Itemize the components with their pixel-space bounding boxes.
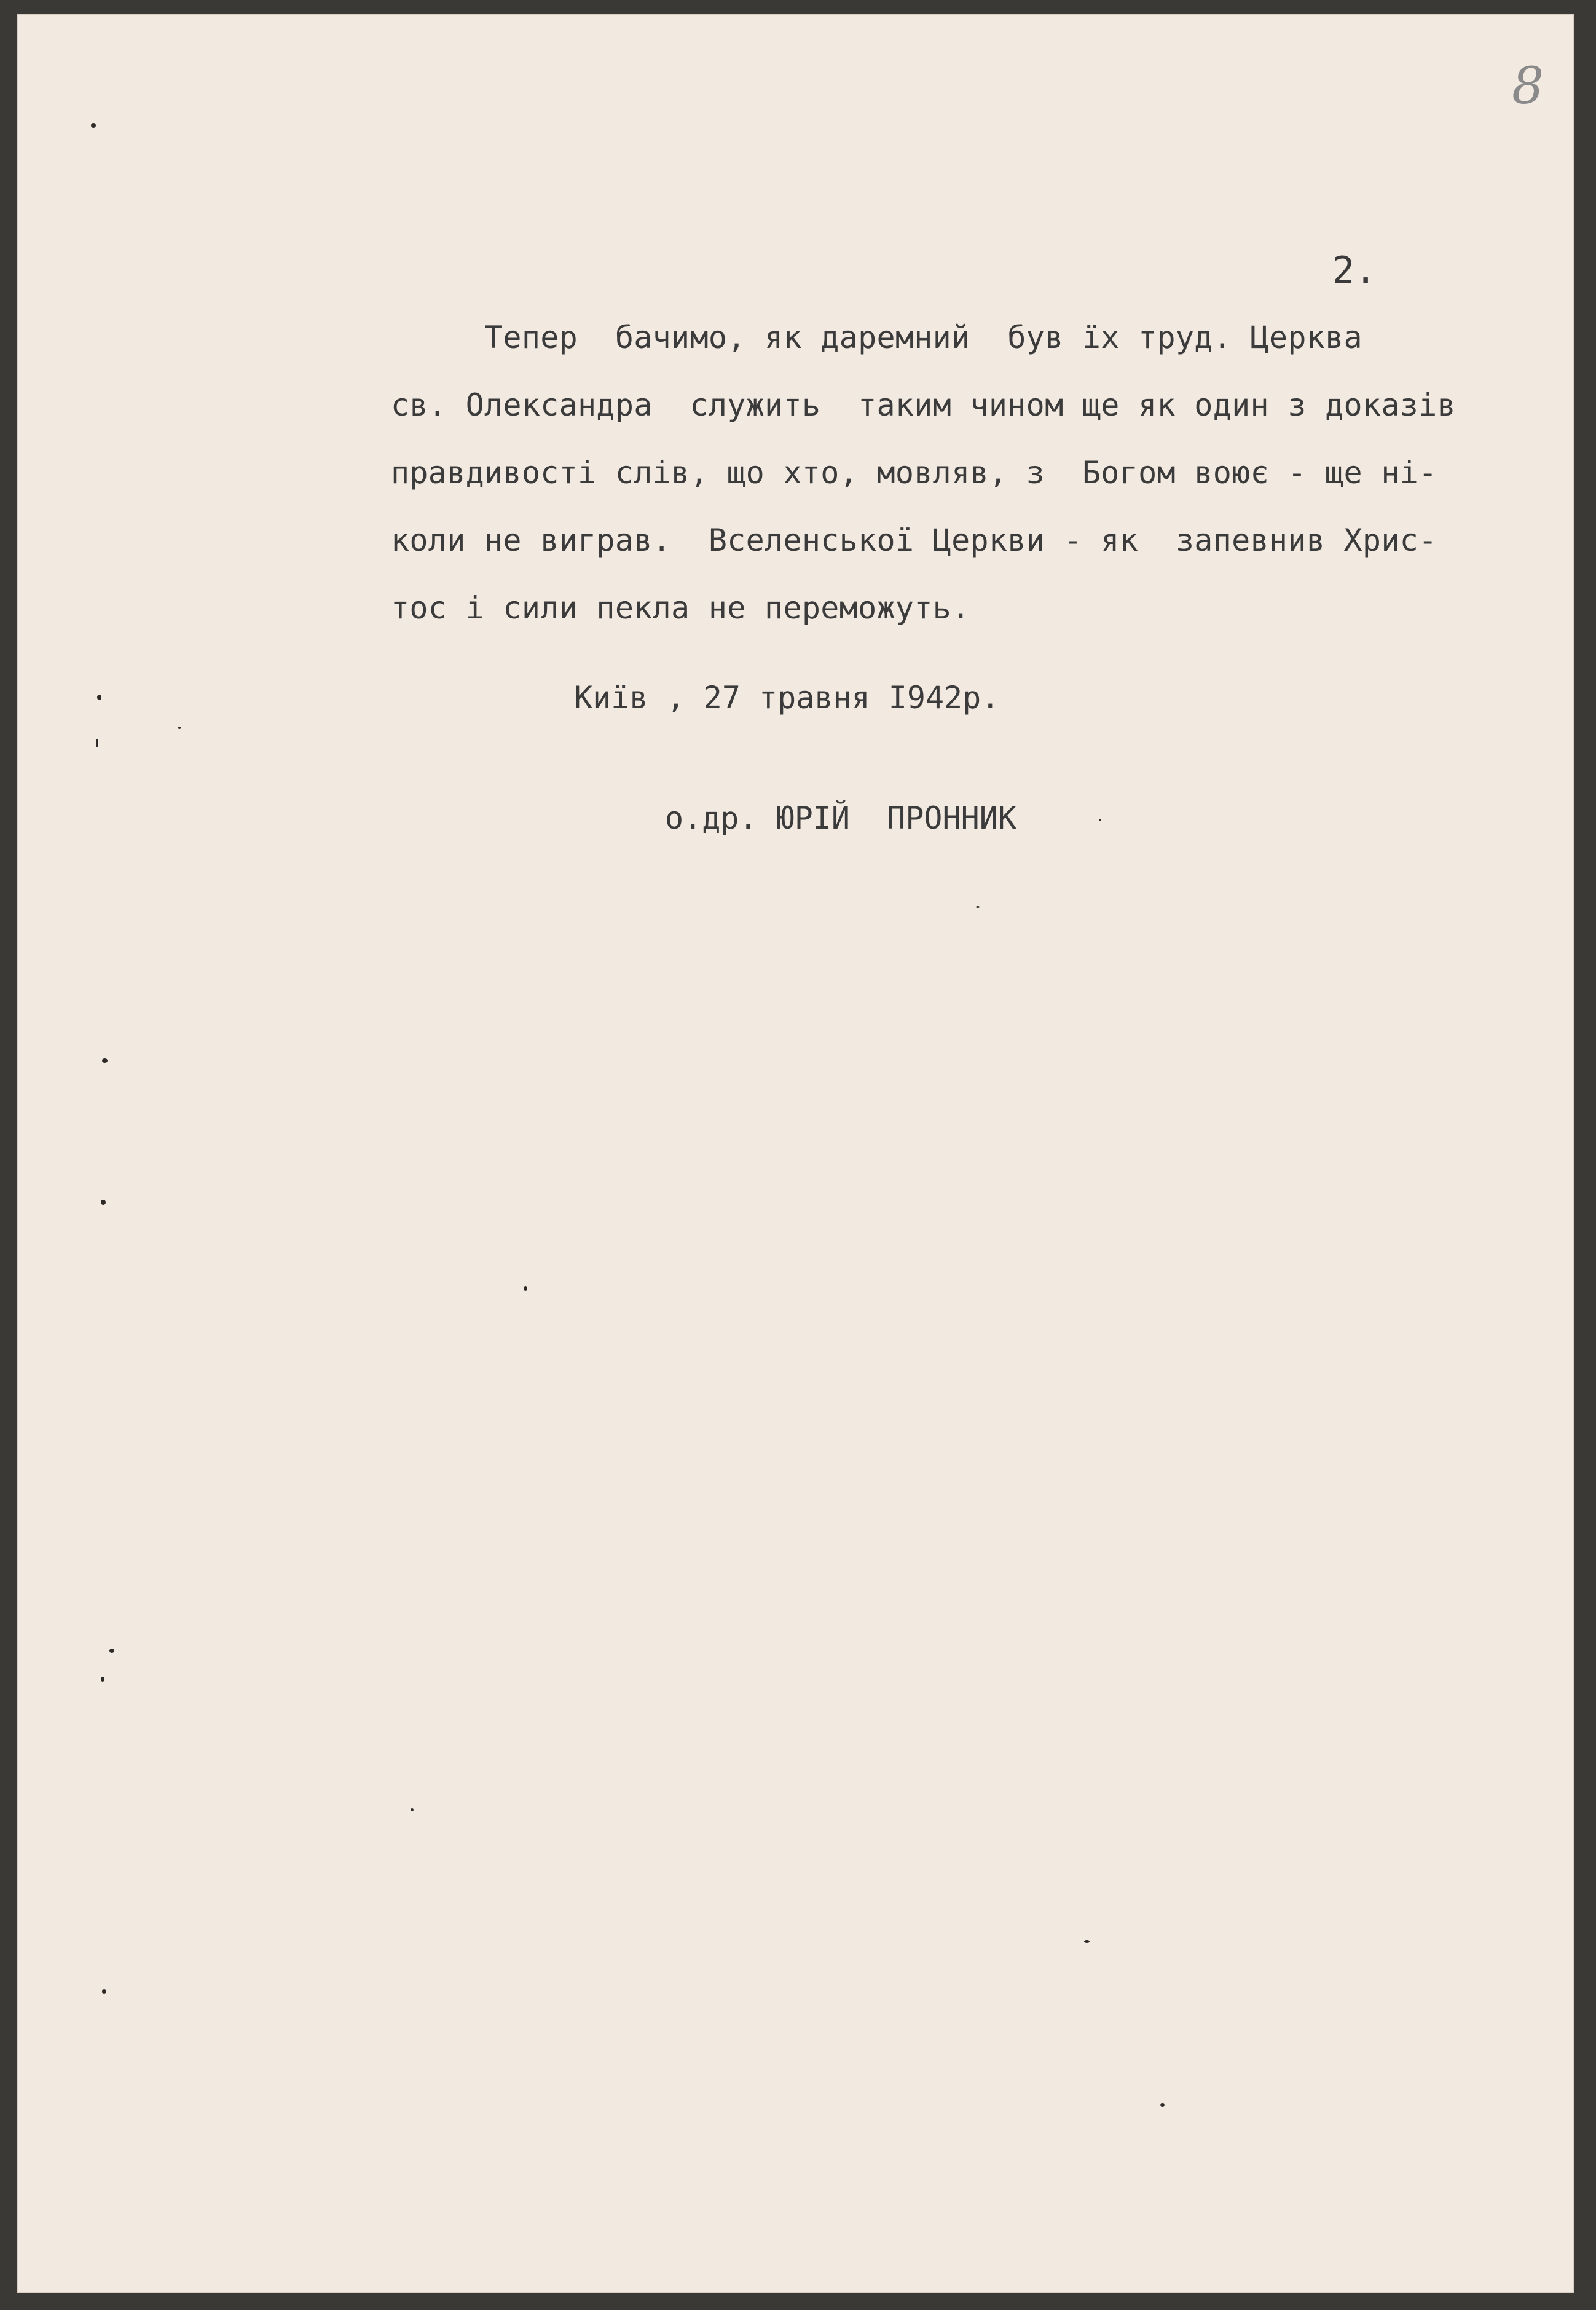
body-line: св. Олександра служить таким чином ще як один з доказів: [391, 387, 1456, 423]
place-and-date: Київ , 27 травня І942р.: [574, 680, 1000, 715]
paper-speck: [1160, 2103, 1165, 2107]
signature-line: о.др. ЮРІЙ ПРОННИК: [665, 800, 1016, 836]
paper-speck: [102, 1989, 106, 1994]
body-line: Тепер бачимо, як даремний був їх труд. Церква: [391, 320, 1362, 355]
paper-speck: [101, 1200, 106, 1205]
paper-speck: [411, 1808, 414, 1811]
body-text: [391, 304, 1460, 642]
paper-speck: [109, 1649, 114, 1653]
page-number: 2.: [1332, 249, 1377, 292]
paper-speck: [524, 1286, 527, 1291]
paper-speck: [178, 727, 181, 729]
body-line: коли не виграв. Вселенської Церкви - як запевнив Хрис-: [391, 522, 1437, 558]
paper-speck: [96, 739, 98, 747]
paper-speck: [976, 906, 980, 908]
paper-speck: [1099, 819, 1101, 821]
paper-speck: [1084, 1940, 1090, 1943]
body-line: правдивості слів, що хто, мовляв, з Богом воює - ще ні-: [391, 455, 1437, 491]
paper-speck: [97, 695, 101, 700]
body-line: тос і сили пекла не переможуть.: [391, 590, 970, 626]
paper-speck: [102, 1058, 108, 1063]
archive-page-number: 8: [1512, 57, 1544, 116]
paper-speck: [101, 1677, 104, 1682]
paper-sheet: [17, 14, 1574, 2293]
paper-speck: [91, 123, 96, 128]
